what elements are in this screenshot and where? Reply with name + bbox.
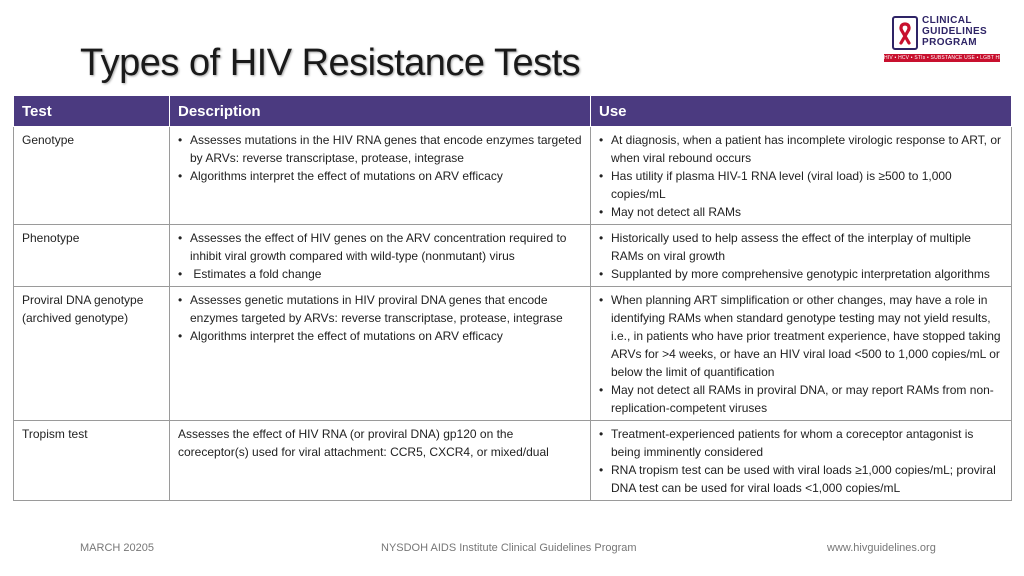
- description-cell: [170, 127, 591, 225]
- logo-line-2: GUIDELINES: [922, 26, 988, 37]
- header-description: Description: [170, 96, 591, 127]
- table-row: [14, 421, 1012, 501]
- logo-tagline: HIV • HCV • STIs • SUBSTANCE USE • LGBT HEALTH: [884, 55, 1017, 61]
- description-bullet: • Algorithms interpret the effect of mutations on ARV efficacy: [190, 327, 582, 345]
- header-use: Use: [591, 96, 1012, 127]
- use-cell: [591, 225, 1012, 287]
- use-bullet: • Has utility if plasma HIV-1 RNA level (viral load) is ≥500 to 1,000 copies/mL: [611, 167, 1003, 203]
- use-cell: [591, 421, 1012, 501]
- use-bullet: • Treatment-experienced patients for whom a coreceptor antagonist is being imminently considered: [611, 425, 1003, 461]
- description-bullet: • Assesses mutations in the HIV RNA genes that encode enzymes targeted by ARVs: reverse transcriptase, protease, integrase: [190, 131, 582, 167]
- test-cell: Phenotype: [14, 225, 170, 287]
- table-row: [14, 287, 1012, 421]
- table-row: [14, 127, 1012, 225]
- test-cell: Tropism test: [14, 421, 170, 501]
- use-cell: [591, 287, 1012, 421]
- use-bullet: • RNA tropism test can be used with viral loads ≥1,000 copies/mL; proviral DNA test can be used for viral loads <1,000 copies/mL: [611, 461, 1003, 497]
- description-cell: [170, 287, 591, 421]
- table-header-row: [14, 96, 1012, 127]
- use-bullet: • At diagnosis, when a patient has incomplete virologic response to ART, or when viral rebound occurs: [611, 131, 1003, 167]
- use-bullet: • May not detect all RAMs: [611, 203, 1003, 221]
- description-bullet: • Estimates a fold change: [190, 265, 582, 283]
- footer-program: NYSDOH AIDS Institute Clinical Guidelines Program: [381, 542, 637, 554]
- clinical-guidelines-program-logo: [884, 14, 1017, 64]
- logo-line-3: PROGRAM: [922, 37, 978, 48]
- use-bullet: • Supplanted by more comprehensive genotypic interpretation algorithms: [611, 265, 1003, 283]
- page-title: Types of HIV Resistance Tests: [80, 42, 581, 84]
- description-bullet: • Algorithms interpret the effect of mutations on ARV efficacy: [190, 167, 582, 185]
- test-cell: Proviral DNA genotype (archived genotype): [14, 287, 170, 421]
- header-test: Test: [14, 96, 170, 127]
- description-bullet: • Assesses the effect of HIV genes on the ARV concentration required to inhibit viral growth compared with wild-type (nonmutant) virus: [190, 229, 582, 265]
- table-row: [14, 225, 1012, 287]
- ribbon-icon: [892, 16, 918, 50]
- footer-date: MARCH 20205: [80, 542, 154, 554]
- resistance-tests-table: [13, 95, 1012, 501]
- description-cell: [170, 225, 591, 287]
- use-bullet: • Historically used to help assess the effect of the interplay of multiple RAMs on viral growth: [611, 229, 1003, 265]
- footer-url[interactable]: www.hivguidelines.org: [827, 542, 936, 554]
- use-bullet: • May not detect all RAMs in proviral DNA, or may report RAMs from non-replication-competent viruses: [611, 381, 1003, 417]
- use-cell: [591, 127, 1012, 225]
- description-cell: Assesses the effect of HIV RNA (or proviral DNA) gp120 on the coreceptor(s) used for viral attachment: CCR5, CXCR4, or mixed/dual: [170, 421, 591, 501]
- logo-line-1: CLINICAL: [922, 15, 972, 26]
- test-cell: Genotype: [14, 127, 170, 225]
- use-bullet: • When planning ART simplification or other changes, may have a role in identifying RAMs when standard genotype testing may not yield results, i.e., in patients who have prior treatment experience, have stopped taking ARVs for >4 weeks, or have an HIV viral load <500 to 1,000 copies/mL or below the limit of quantification: [611, 291, 1003, 381]
- description-bullet: • Assesses genetic mutations in HIV proviral DNA genes that encode enzymes targeted by ARVs: reverse transcriptase, protease, integrase: [190, 291, 582, 327]
